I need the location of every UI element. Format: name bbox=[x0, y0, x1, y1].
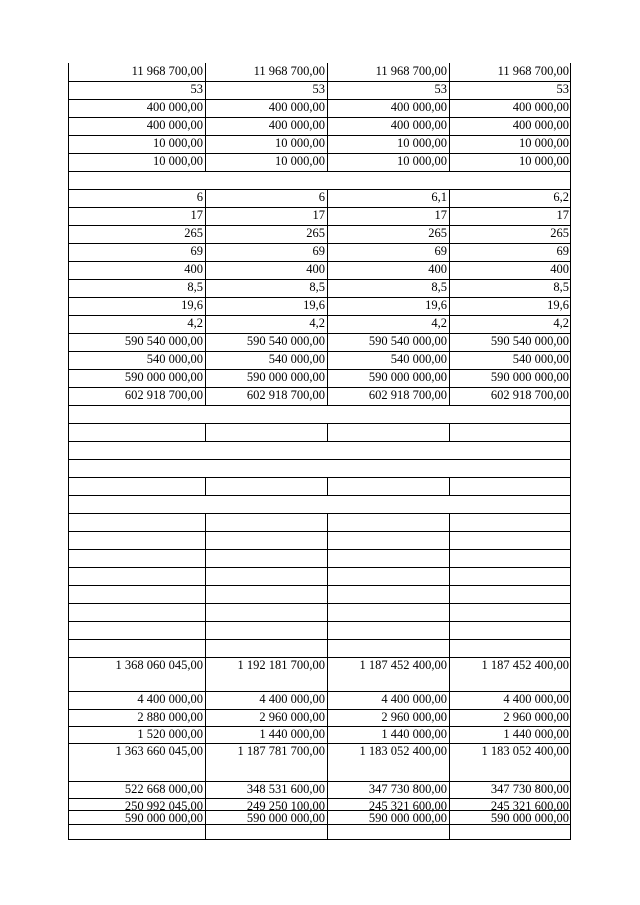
column-divider bbox=[449, 567, 450, 585]
table-cell: 590 000 000,00 bbox=[368, 811, 447, 825]
row-separator bbox=[68, 567, 571, 568]
column-divider bbox=[449, 603, 450, 621]
table-cell: 602 918 700,00 bbox=[124, 388, 203, 402]
table-cell: 4,2 bbox=[553, 316, 569, 330]
table-cell: 590 000 000,00 bbox=[124, 370, 203, 384]
table-cell: 2 880 000,00 bbox=[137, 710, 203, 724]
table-cell: 19,6 bbox=[181, 298, 203, 312]
row-separator bbox=[68, 621, 571, 622]
table-cell: 540 000,00 bbox=[146, 352, 203, 366]
row-separator bbox=[68, 495, 571, 496]
row-separator bbox=[68, 639, 571, 640]
column-divider bbox=[205, 549, 206, 567]
budget-table bbox=[68, 0, 571, 838]
table-cell: 400 000,00 bbox=[390, 118, 447, 132]
row-separator bbox=[68, 459, 571, 460]
table-cell: 590 000 000,00 bbox=[368, 370, 447, 384]
column-divider bbox=[449, 585, 450, 603]
table-cell: 4,2 bbox=[187, 316, 203, 330]
row-separator bbox=[68, 171, 571, 172]
table-cell: 10 000,00 bbox=[153, 154, 203, 168]
table-cell: 4 400 000,00 bbox=[137, 692, 203, 706]
column-divider bbox=[327, 603, 328, 621]
column-divider bbox=[327, 639, 328, 657]
column-divider bbox=[327, 549, 328, 567]
table-cell: 540 000,00 bbox=[390, 352, 447, 366]
table-cell: 4 400 000,00 bbox=[381, 692, 447, 706]
table-cell: 69 bbox=[312, 244, 325, 258]
table-cell: 11 968 700,00 bbox=[375, 64, 447, 78]
table-cell: 1 440 000,00 bbox=[381, 727, 447, 741]
table-cell: 53 bbox=[434, 82, 447, 96]
column-divider bbox=[205, 639, 206, 657]
table-cell: 1 187 781 700,00 bbox=[237, 744, 325, 758]
table-cell: 6 bbox=[196, 190, 203, 204]
column-divider bbox=[449, 621, 450, 639]
table-cell: 4 400 000,00 bbox=[259, 692, 325, 706]
column-divider bbox=[327, 621, 328, 639]
table-cell: 6,1 bbox=[431, 190, 447, 204]
table-cell: 17 bbox=[556, 208, 569, 222]
table-cell: 590 000 000,00 bbox=[490, 370, 569, 384]
column-divider bbox=[327, 824, 328, 839]
row-separator bbox=[68, 585, 571, 586]
table-cell: 10 000,00 bbox=[153, 136, 203, 150]
row-separator bbox=[68, 549, 571, 550]
table-cell: 590 540 000,00 bbox=[368, 334, 447, 348]
table-cell: 265 bbox=[306, 226, 325, 240]
table-cell: 8,5 bbox=[309, 280, 325, 294]
row-separator bbox=[68, 839, 571, 840]
table-cell: 347 730 800,00 bbox=[490, 782, 569, 796]
table-cell: 1 187 452 400,00 bbox=[359, 658, 447, 672]
column-divider bbox=[327, 513, 328, 531]
column-divider bbox=[205, 477, 206, 495]
table-cell: 590 000 000,00 bbox=[246, 811, 325, 825]
table-cell: 1 192 181 700,00 bbox=[237, 658, 325, 672]
table-cell: 8,5 bbox=[553, 280, 569, 294]
table-cell: 590 540 000,00 bbox=[246, 334, 325, 348]
table-cell: 540 000,00 bbox=[268, 352, 325, 366]
table-cell: 53 bbox=[556, 82, 569, 96]
table-cell: 8,5 bbox=[187, 280, 203, 294]
table-cell: 590 000 000,00 bbox=[490, 811, 569, 825]
table-cell: 10 000,00 bbox=[519, 136, 569, 150]
table-cell: 4,2 bbox=[431, 316, 447, 330]
column-divider bbox=[449, 549, 450, 567]
table-cell: 1 187 452 400,00 bbox=[481, 658, 569, 672]
table-cell: 1 520 000,00 bbox=[137, 727, 203, 741]
table-cell: 348 531 600,00 bbox=[246, 782, 325, 796]
table-cell: 2 960 000,00 bbox=[259, 710, 325, 724]
table-cell: 400 000,00 bbox=[268, 118, 325, 132]
table-cell: 1 368 060 045,00 bbox=[115, 658, 203, 672]
table-cell: 265 bbox=[550, 226, 569, 240]
column-divider bbox=[327, 567, 328, 585]
table-cell: 522 668 000,00 bbox=[124, 782, 203, 796]
column-divider bbox=[205, 531, 206, 549]
table-cell: 69 bbox=[556, 244, 569, 258]
column-divider bbox=[449, 477, 450, 495]
column-divider bbox=[205, 603, 206, 621]
table-cell: 400 bbox=[550, 262, 569, 276]
table-cell: 17 bbox=[434, 208, 447, 222]
column-divider bbox=[205, 585, 206, 603]
table-cell: 1 183 052 400,00 bbox=[359, 744, 447, 758]
column-divider bbox=[327, 477, 328, 495]
table-cell: 590 540 000,00 bbox=[124, 334, 203, 348]
table-cell: 400 000,00 bbox=[268, 100, 325, 114]
table-cell: 602 918 700,00 bbox=[368, 388, 447, 402]
table-cell: 400 000,00 bbox=[146, 118, 203, 132]
table-cell: 4,2 bbox=[309, 316, 325, 330]
table-cell: 400 bbox=[184, 262, 203, 276]
table-cell: 10 000,00 bbox=[275, 154, 325, 168]
table-cell: 245 321 600,00 bbox=[368, 799, 447, 813]
row-separator bbox=[68, 405, 571, 406]
table-cell: 400 bbox=[428, 262, 447, 276]
table-cell: 2 960 000,00 bbox=[503, 710, 569, 724]
table-cell: 8,5 bbox=[431, 280, 447, 294]
column-divider bbox=[449, 824, 450, 839]
column-divider bbox=[449, 423, 450, 441]
table-cell: 590 000 000,00 bbox=[246, 370, 325, 384]
table-cell: 1 440 000,00 bbox=[503, 727, 569, 741]
row-separator bbox=[68, 603, 571, 604]
table-cell: 10 000,00 bbox=[519, 154, 569, 168]
table-cell: 19,6 bbox=[425, 298, 447, 312]
table-cell: 400 000,00 bbox=[146, 100, 203, 114]
table-cell: 11 968 700,00 bbox=[131, 64, 203, 78]
table-cell: 400 bbox=[306, 262, 325, 276]
column-divider bbox=[449, 531, 450, 549]
table-cell: 250 992 045,00 bbox=[124, 799, 203, 813]
table-cell: 540 000,00 bbox=[512, 352, 569, 366]
table-cell: 245 321 600,00 bbox=[490, 799, 569, 813]
table-cell: 602 918 700,00 bbox=[490, 388, 569, 402]
table-cell: 6 bbox=[318, 190, 325, 204]
column-divider bbox=[449, 513, 450, 531]
table-cell: 400 000,00 bbox=[512, 118, 569, 132]
table-cell: 69 bbox=[434, 244, 447, 258]
table-cell: 11 968 700,00 bbox=[253, 64, 325, 78]
table-cell: 590 000 000,00 bbox=[124, 811, 203, 825]
table-cell: 17 bbox=[190, 208, 203, 222]
column-divider bbox=[205, 567, 206, 585]
column-divider bbox=[327, 531, 328, 549]
table-cell: 265 bbox=[184, 226, 203, 240]
table-cell: 19,6 bbox=[303, 298, 325, 312]
table-cell: 69 bbox=[190, 244, 203, 258]
table-cell: 400 000,00 bbox=[390, 100, 447, 114]
row-separator bbox=[68, 531, 571, 532]
table-cell: 265 bbox=[428, 226, 447, 240]
table-cell: 400 000,00 bbox=[512, 100, 569, 114]
row-separator bbox=[68, 441, 571, 442]
table-cell: 10 000,00 bbox=[397, 154, 447, 168]
table-cell: 53 bbox=[312, 82, 325, 96]
table-cell: 1 440 000,00 bbox=[259, 727, 325, 741]
table-cell: 10 000,00 bbox=[275, 136, 325, 150]
column-divider bbox=[205, 423, 206, 441]
table-cell: 249 250 100,00 bbox=[246, 799, 325, 813]
table-cell: 2 960 000,00 bbox=[381, 710, 447, 724]
table-cell: 53 bbox=[190, 82, 203, 96]
table-cell: 11 968 700,00 bbox=[497, 64, 569, 78]
column-divider bbox=[205, 621, 206, 639]
table-cell: 19,6 bbox=[547, 298, 569, 312]
column-divider bbox=[205, 513, 206, 531]
row-separator bbox=[68, 423, 571, 424]
table-cell: 347 730 800,00 bbox=[368, 782, 447, 796]
table-cell: 4 400 000,00 bbox=[503, 692, 569, 706]
row-separator bbox=[68, 513, 571, 514]
table-cell: 10 000,00 bbox=[397, 136, 447, 150]
column-divider bbox=[205, 824, 206, 839]
table-cell: 590 540 000,00 bbox=[490, 334, 569, 348]
table-cell: 1 183 052 400,00 bbox=[481, 744, 569, 758]
table-cell: 1 363 660 045,00 bbox=[115, 744, 203, 758]
row-separator bbox=[68, 477, 571, 478]
row-separator bbox=[68, 824, 571, 825]
table-cell: 602 918 700,00 bbox=[246, 388, 325, 402]
column-divider bbox=[327, 585, 328, 603]
column-divider bbox=[327, 423, 328, 441]
table-cell: 6,2 bbox=[553, 190, 569, 204]
table-cell: 17 bbox=[312, 208, 325, 222]
column-divider bbox=[449, 639, 450, 657]
